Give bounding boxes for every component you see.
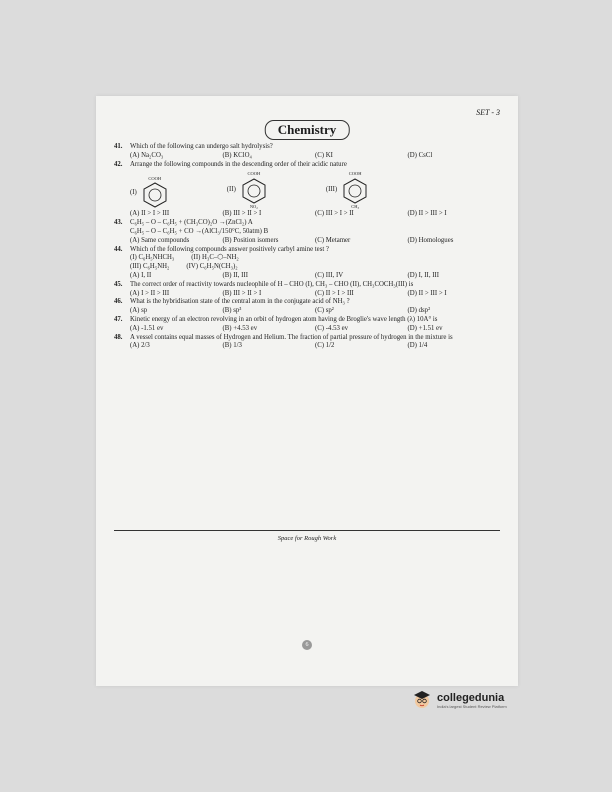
question-text: What is the hybridisation state of the central atom in the conjugate acid of NH₃ ?: [130, 298, 350, 306]
option-c: (C) sp²: [315, 307, 334, 315]
question-number: 47.: [114, 315, 123, 323]
structure-i: [130, 177, 169, 210]
question-42: [114, 162, 500, 219]
question-text: Arrange the following compounds in the descending order of their acidic nature: [130, 160, 347, 168]
options: [114, 153, 500, 160]
option-b: (B) Position isomers: [222, 236, 279, 244]
option-a: (A) sp: [130, 307, 148, 315]
question-48: [114, 335, 500, 351]
option-d: (D) I, II, III: [407, 271, 440, 279]
options: [114, 343, 500, 350]
option-a: (A) 2/3: [130, 342, 150, 350]
options: [114, 211, 500, 218]
question-46: [114, 299, 500, 315]
option-a: (A) Same compounds: [130, 236, 190, 244]
question-41: [114, 144, 500, 160]
rough-work-label: Space for Rough Work: [114, 530, 500, 542]
structure-row: [114, 172, 500, 209]
options: [114, 291, 500, 298]
question-number: 43.: [114, 219, 123, 227]
structure-iii: [326, 172, 369, 209]
option-d: (D) Homologues: [407, 236, 454, 244]
option-c: (C) 1/2: [315, 342, 335, 350]
compound-line: (III) C₆H₅NH₂ (IV) C₆H₅N(CH₃)₂: [130, 263, 238, 271]
question-text: Which of the following compounds answer positively carbyl amine test ?: [130, 245, 329, 253]
question-text: The correct order of reactivity towards nucleophile of H – CHO (I), CH₃ – CHO (II), CH₃COCH₃(III) is: [130, 280, 414, 288]
option-c: (C) Metamer: [315, 236, 351, 244]
option-d: (D) II > III > I: [407, 289, 447, 297]
structure-label: (III): [325, 186, 338, 194]
option-c: (C) KI: [315, 151, 333, 159]
brand-tagline: India's largest Student Review Platform: [437, 703, 507, 709]
option-b: (B) II, III: [222, 271, 248, 279]
option-d: (D) +1.51 ev: [407, 324, 443, 332]
option-a: (A) I > II > III: [130, 289, 170, 297]
question-number: 42.: [114, 160, 123, 168]
question-44: [114, 247, 500, 280]
option-a: (A) I, II: [130, 271, 152, 279]
group-top: COOH: [148, 175, 162, 181]
benzene-ring-icon: [240, 177, 268, 205]
group-bottom: CH₃: [351, 203, 360, 209]
question-45: [114, 282, 500, 298]
options: [114, 326, 500, 333]
option-b: (B) +4.53 ev: [222, 324, 258, 332]
question-text: A vessel contains equal masses of Hydrogen and Helium. The fraction of partial pressure of hydrogen in the mixture is: [130, 333, 453, 341]
structure-label: (II): [226, 186, 236, 194]
options: [114, 308, 500, 315]
option-d: (D) CsCl: [407, 151, 433, 159]
option-d: (D) 1/4: [407, 342, 428, 350]
option-c: (C) II > I > III: [315, 289, 354, 297]
set-label: SET - 3: [476, 108, 500, 117]
structure-label: (I): [130, 188, 137, 196]
compound-line: (I) C₆H₅NHCH₃ (II) H₃C–⬡–NH₂: [130, 254, 239, 262]
brand-watermark: [412, 690, 507, 710]
subject-title: Chemistry: [265, 120, 350, 140]
question-number: 48.: [114, 333, 123, 341]
group-bottom: NO₂: [249, 203, 258, 209]
option-a: (A) -1.51 ev: [130, 324, 164, 332]
question-text: Kinetic energy of an electron revolving in an orbit of hydrogen atom having de Broglie's wave length (λ) 10A° is: [130, 315, 438, 323]
exam-page: [96, 96, 518, 686]
question-number: 45.: [114, 280, 123, 288]
question-list: [114, 144, 500, 352]
option-c: (C) III, IV: [315, 271, 344, 279]
option-b: (B) III > II > I: [222, 210, 262, 218]
option-a: (A) II > I > III: [130, 210, 170, 218]
brand-name: collegedunia: [437, 691, 505, 704]
option-d: (D) II > III > I: [407, 210, 447, 218]
option-b: (B) sp³: [222, 307, 242, 315]
option-a: (A) Na₂CO₃: [130, 151, 164, 159]
page-number: 6: [302, 640, 312, 650]
question-text: C₆H₅ – O – C₆H₅ + (CH₃CO)₂O →(ZnCl₂) A: [130, 219, 253, 227]
option-b: (B) KClO₄: [222, 151, 252, 159]
group-top: COOH: [247, 171, 261, 177]
option-b: (B) III > II > I: [222, 289, 262, 297]
question-text: Which of the following can undergo salt hydrolysis?: [130, 143, 273, 150]
structure-ii: [227, 172, 268, 209]
option-c: (C) -4.53 ev: [315, 324, 349, 332]
question-number: 44.: [114, 245, 123, 253]
question-number: 41.: [114, 143, 123, 150]
reaction-line: C₆H₅ – O – C₆H₅ + CO →(AlCl₃/150°C, 50atm) B: [130, 227, 269, 235]
group-top: COOH: [348, 171, 362, 177]
options: [114, 238, 500, 245]
option-b: (B) 1/3: [222, 342, 242, 350]
question-43: [114, 220, 500, 244]
option-d: (D) dsp²: [407, 307, 431, 315]
options: [114, 273, 500, 280]
question-47: [114, 317, 500, 333]
graduate-mascot-icon: [412, 690, 432, 710]
question-number: 46.: [114, 298, 123, 306]
benzene-ring-icon: [141, 181, 169, 209]
benzene-ring-icon: [341, 177, 369, 205]
option-c: (C) III > I > II: [315, 210, 354, 218]
